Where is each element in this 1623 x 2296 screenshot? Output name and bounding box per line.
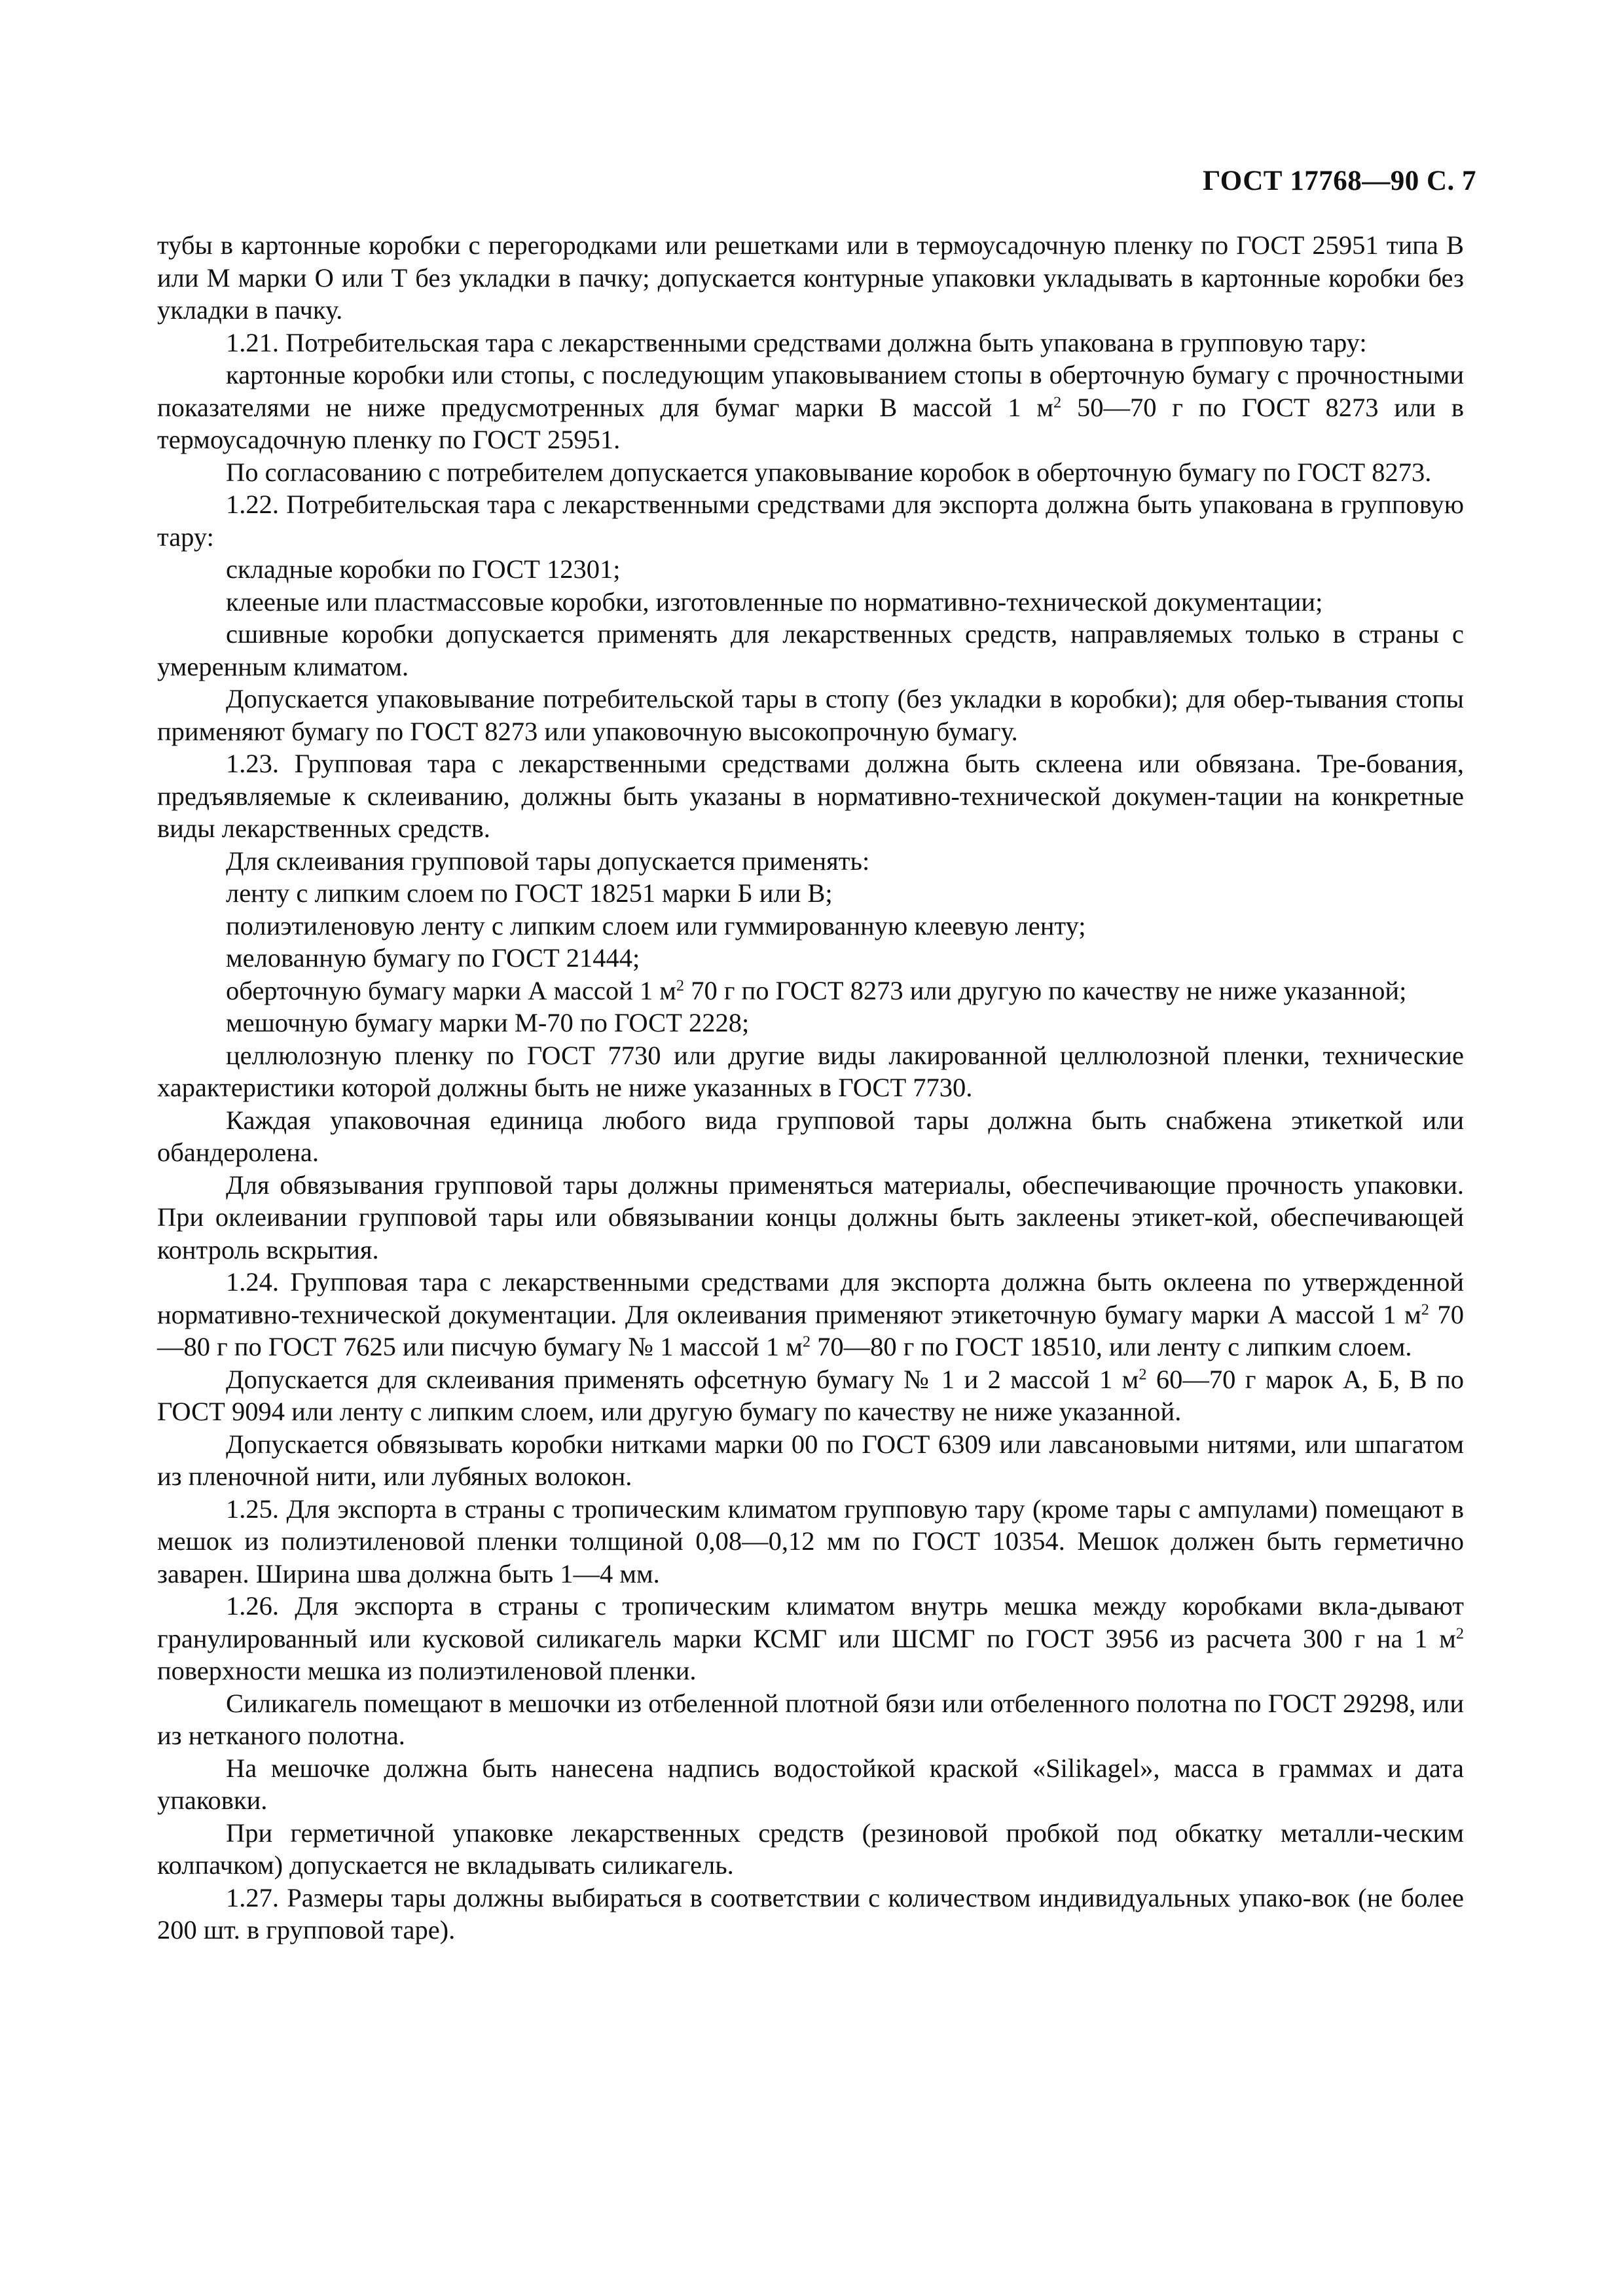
paragraph bbox=[157, 1039, 1464, 1104]
superscript: 2 bbox=[676, 977, 685, 995]
paragraph-text: полиэтиленовую ленту с липким слоем или гуммированную клеевую ленту; bbox=[226, 910, 1086, 941]
paragraph-text: сшивные коробки допускается применять для лекарственных средств, направляемых только в страны с умеренным климатом. bbox=[157, 619, 1464, 681]
paragraph bbox=[157, 229, 1464, 327]
page-header: ГОСТ 17768—90 С. 7 bbox=[1202, 166, 1476, 196]
paragraph bbox=[157, 845, 1464, 878]
paragraph-text: 70—80 г по ГОСТ 7625 или писчую бумагу № 1 массой 1 м bbox=[157, 1299, 1465, 1361]
paragraph-text: 1.27. Размеры тары должны выбираться в соответствии с количеством индивидуальных упако-вок (не более 200 шт. в групповой таре). bbox=[157, 1882, 1464, 1945]
superscript: 2 bbox=[1053, 393, 1062, 412]
paragraph-text: По согласованию с потребителем допускается упаковывание коробок в оберточную бумагу по ГОСТ 8273. bbox=[226, 457, 1432, 487]
paragraph bbox=[157, 327, 1464, 359]
paragraph bbox=[157, 1687, 1464, 1752]
paragraph-text: Для обвязывания групповой тары должны применяться материалы, обеспечивающие прочность упаковки. При оклеивании групповой тары или обвязывании концы должны быть заклеены этикет-кой, обеспечивающей контроль вскрытия. bbox=[157, 1170, 1464, 1265]
paragraph bbox=[157, 586, 1464, 619]
paragraph-text: картонные коробки или стопы, с последующим упаковыванием стопы в оберточную бумагу с прочностными показателями не ниже предусмотренных для бумаг марки В массой 1 м bbox=[157, 360, 1464, 422]
paragraph bbox=[157, 975, 1464, 1007]
paragraph bbox=[157, 488, 1464, 553]
paragraph bbox=[157, 1590, 1464, 1687]
paragraph bbox=[157, 1817, 1464, 1882]
paragraph-text: 70 г по ГОСТ 8273 или другую по качеству не ниже указанной; bbox=[684, 975, 1407, 1005]
paragraph-text: 1.23. Групповая тара с лекарственными средствами должна быть склеена или обвязана. Тре-бования, предъявляемые к склеиванию, должны быть указаны в нормативно-технической докумен-тации на конкретные виды лекарственных средств. bbox=[157, 749, 1464, 843]
paragraph-text: Допускается для склеивания применять офсетную бумагу № 1 и 2 массой 1 м bbox=[226, 1364, 1139, 1394]
paragraph-text: 1.26. Для экспорта в страны с тропическим климатом внутрь мешка между коробками вкла-дывают гранулированный или кусковой силикагель марки КСМГ или ШСМГ по ГОСТ 3956 из расчета 300 г на 1 м bbox=[157, 1591, 1464, 1653]
paragraph bbox=[157, 1266, 1464, 1363]
paragraph-text: мешочную бумагу марки М-70 по ГОСТ 2228; bbox=[226, 1008, 750, 1037]
paragraph-text: Силикагель помещают в мешочки из отбеленной плотной бязи или отбеленного полотна по ГОСТ 29298, или из нетканого полотна. bbox=[157, 1688, 1464, 1750]
paragraph bbox=[157, 942, 1464, 975]
paragraph-text: ленту с липким слоем по ГОСТ 18251 марки Б или В; bbox=[226, 878, 833, 908]
paragraph-text: 50—70 г по ГОСТ 8273 или в термоусадочную пленку по ГОСТ 25951. bbox=[157, 392, 1464, 454]
paragraph-text: складные коробки по ГОСТ 12301; bbox=[226, 554, 621, 584]
paragraph-text: тубы в картонные коробки с перегородками или решетками или в термоусадочную пленку по ГОСТ 25951 типа В или М марки О или Т без укладки в пачку; допускается контурные упаковки укладывать в картонные коробки без укладки в пачку. bbox=[157, 230, 1464, 325]
paragraph-text: поверхности мешка из полиэтиленовой пленки. bbox=[157, 1656, 697, 1685]
paragraph bbox=[157, 910, 1464, 942]
paragraph bbox=[157, 1104, 1464, 1169]
superscript: 2 bbox=[1455, 1624, 1464, 1643]
paragraph-text: Допускается обвязывать коробки нитками марки 00 по ГОСТ 6309 или лавсановыми нитями, или шпагатом из пленочной нити, или лубяных волокон. bbox=[157, 1429, 1464, 1491]
paragraph bbox=[157, 683, 1464, 747]
paragraph bbox=[157, 1752, 1464, 1817]
superscript: 2 bbox=[1421, 1300, 1429, 1319]
paragraph bbox=[157, 877, 1464, 910]
paragraph bbox=[157, 618, 1464, 683]
paragraph bbox=[157, 1363, 1464, 1428]
paragraph-text: При герметичной упаковке лекарственных средств (резиновой пробкой под обкатку металли-ческим колпачком) допускается не вкладывать силикагель. bbox=[157, 1818, 1464, 1880]
paragraph bbox=[157, 747, 1464, 845]
document-body bbox=[157, 229, 1464, 1946]
paragraph bbox=[157, 553, 1464, 586]
paragraph-text: 1.24. Групповая тара с лекарственными средствами для экспорта должна быть оклеена по утвержденной нормативно-технической документации. Для оклеивания применяют этикеточную бумагу марки А массой 1 м bbox=[157, 1267, 1464, 1329]
paragraph-text: 1.22. Потребительская тара с лекарственными средствами для экспорта должна быть упакована в групповую тару: bbox=[157, 490, 1464, 552]
paragraph-text: 70—80 г по ГОСТ 18510, или ленту с липким слоем. bbox=[810, 1332, 1412, 1361]
superscript: 2 bbox=[802, 1333, 811, 1351]
paragraph-text: Допускается упаковывание потребительской тары в стопу (без укладки в коробки); для обер-тывания стопы применяют бумагу по ГОСТ 8273 или упаковочную высокопрочную бумагу. bbox=[157, 684, 1464, 746]
paragraph bbox=[157, 1493, 1464, 1590]
paragraph-text: клееные или пластмассовые коробки, изготовленные по нормативно-технической документации; bbox=[226, 586, 1323, 617]
paragraph-text: целлюлозную пленку по ГОСТ 7730 или другие виды лакированной целлюлозной пленки, технические характеристики которой должны быть не ниже указанных в ГОСТ 7730. bbox=[157, 1040, 1464, 1102]
paragraph bbox=[157, 1007, 1464, 1039]
paragraph-text: 60—70 г марок А, Б, В по ГОСТ 9094 или ленту с липким слоем, или другую бумагу по качеству не ниже указанной. bbox=[157, 1364, 1464, 1426]
paragraph-text: оберточную бумагу марки А массой 1 м bbox=[226, 975, 676, 1005]
paragraph-text: Для склеивания групповой тары допускается применять: bbox=[226, 846, 870, 876]
superscript: 2 bbox=[1139, 1365, 1147, 1384]
paragraph bbox=[157, 1882, 1464, 1946]
paragraph bbox=[157, 359, 1464, 456]
paragraph-text: 1.21. Потребительская тара с лекарственными средствами должна быть упакована в групповую тару: bbox=[226, 327, 1367, 357]
paragraph bbox=[157, 1428, 1464, 1493]
paragraph-text: мелованную бумагу по ГОСТ 21444; bbox=[226, 943, 640, 973]
paragraph-text: На мешочке должна быть нанесена надпись водостойкой краской «Silikagel», масса в граммах и дата упаковки. bbox=[157, 1753, 1464, 1815]
paragraph bbox=[157, 1169, 1464, 1266]
paragraph bbox=[157, 456, 1464, 489]
paragraph-text: Каждая упаковочная единица любого вида групповой тары должна быть снабжена этикеткой или обандеролена. bbox=[157, 1105, 1464, 1167]
paragraph-text: 1.25. Для экспорта в страны с тропическим климатом групповую тару (кроме тары с ампулами) помещают в мешок из полиэтиленовой пленки толщиной 0,08—0,12 мм по ГОСТ 10354. Мешок должен быть герметично заварен. Ширина шва должна быть 1—4 мм. bbox=[157, 1494, 1464, 1588]
